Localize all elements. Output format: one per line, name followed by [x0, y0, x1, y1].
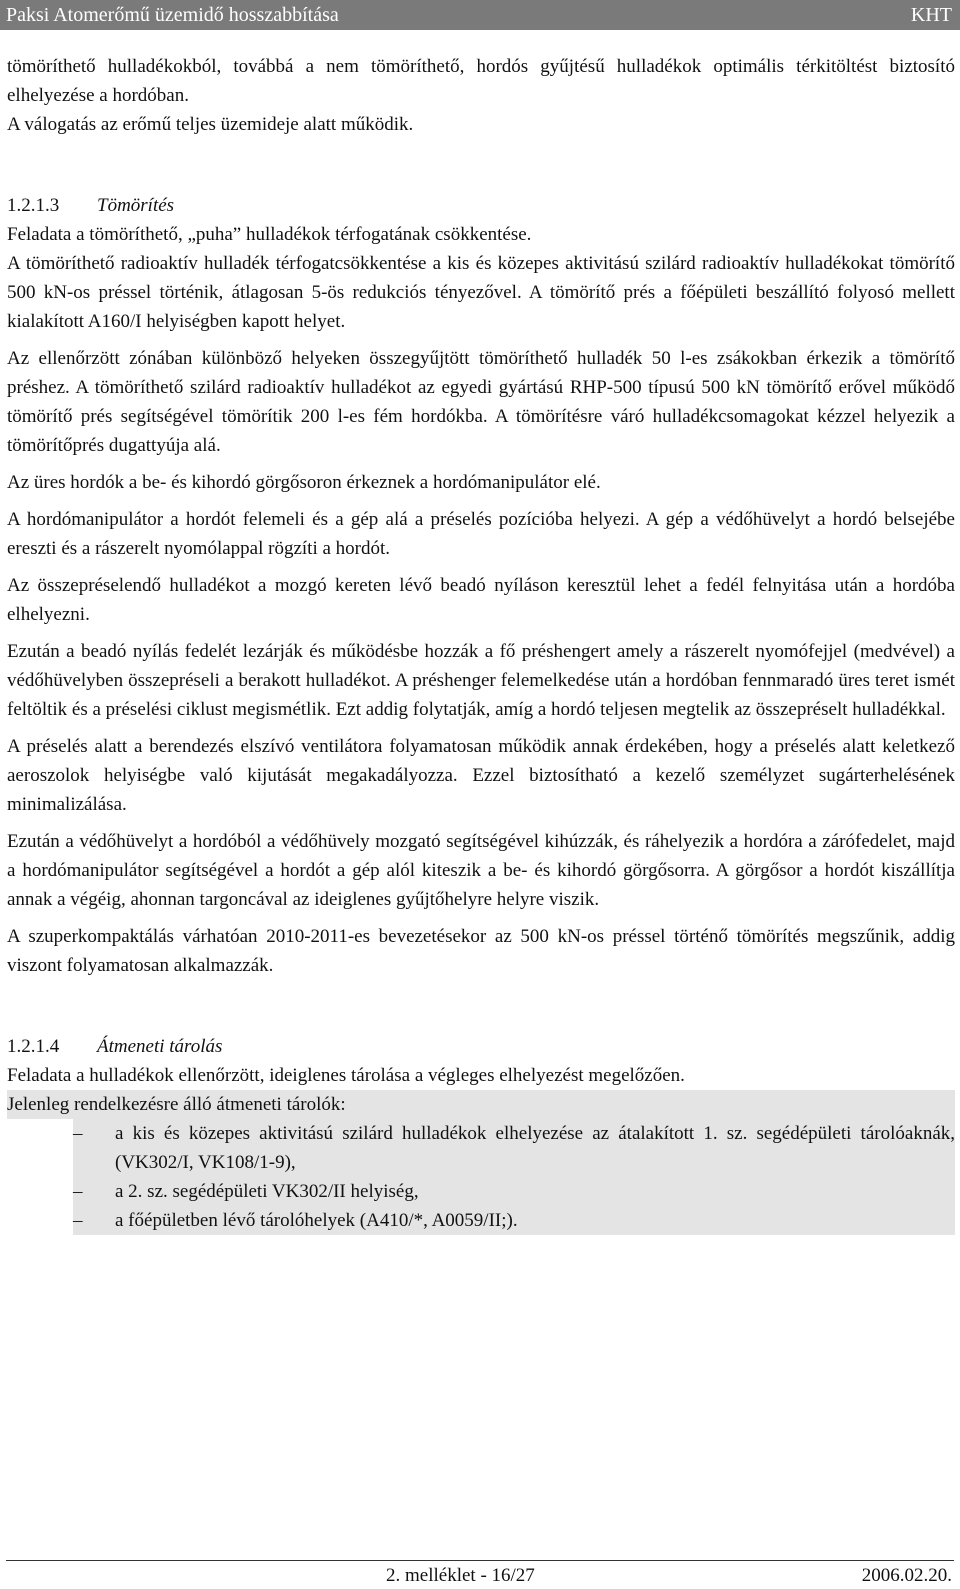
- paragraph: Az ellenőrzött zónában különböző helyeken összegyűjtött tömöríthető hulladék 50 l-es zsákokban érkezik a tömörítő préshez. A tömöríthető szilárd radioaktív hulladékot az egyedi gyártású RHP-500 típusú 500 kN tömörítő erővel működő tömörítő prés segítségével tömörítik 200 l-es fém hordókba. A tömörítésre váró hulladékcsomagokat kézzel helyezik a tömörítőprés dugattyúja alá.: [7, 348, 955, 456]
- paragraph: A tömöríthető radioaktív hulladék térfogatcsökkentése a kis és közepes aktivitású szilárd radioaktív hulladékokat tömörítő 500 kN-os préssel történik, átlagosan 5-ös redukciós tényezővel. A tömörítő prés a főépületi beszállító folyosó mellett kialakított A160/I helyiségben kapott helyet.: [7, 253, 955, 332]
- header-right: KHT: [910, 4, 952, 26]
- storage-list: [7, 1119, 955, 1235]
- section-heading: [7, 191, 955, 220]
- list-item: [73, 1119, 955, 1177]
- paragraph: Jelenleg rendelkezésre álló átmeneti tárolók:: [7, 1090, 955, 1119]
- paragraph: tömöríthető hulladékokból, továbbá a nem tömöríthető, hordós gyűjtésű hulladékok optimális térkitöltést biztosító elhelyezése a hordóban.: [7, 56, 955, 106]
- paragraph: A válogatás az erőmű teljes üzemideje alatt működik.: [7, 114, 414, 135]
- dash-bullet: –: [73, 1123, 83, 1144]
- paragraph: Feladata a hulladékok ellenőrzött, ideiglenes tárolása a végleges elhelyezést megelőzően.: [7, 1065, 685, 1086]
- list-item: [73, 1206, 955, 1235]
- paragraph: A hordómanipulátor a hordót felemeli és a gép alá a préselés pozícióba helyezi. A gép a védőhüvelyt a hordó belsejébe ereszti és a rászerelt nyomólappal rögzíti a hordót.: [7, 509, 955, 559]
- paragraph: A préselés alatt a berendezés elszívó ventilátora folyamatosan működik annak érdekében, hogy a préselés alatt keletkező aeroszolok helyiségbe való kijutását megakadályozza. Ezzel biztosítható a kezelő személyzet sugárterhelésének minimalizálása.: [7, 736, 955, 815]
- list-item-text: a 2. sz. segédépületi VK302/II helyiség,: [115, 1181, 419, 1202]
- page-header: [0, 0, 960, 30]
- paragraph: Feladata a tömöríthető, „puha” hulladékok térfogatának csökkentése.: [7, 224, 532, 245]
- section-heading: [7, 1032, 955, 1061]
- list-item-text: a főépületben lévő tárolóhelyek (A410/*, A0059/II;).: [115, 1210, 518, 1231]
- list-item-text: a kis és közepes aktivitású szilárd hulladékok elhelyezése az átalakított 1. sz. segédépületi tárolóaknák, (VK302/I, VK108/1-9),: [115, 1123, 955, 1173]
- paragraph: A szuperkompaktálás várhatóan 2010-2011-es bevezetésekor az 500 kN-os préssel történő tömörítés megszűnik, addig viszont folyamatosan alkalmazzák.: [7, 926, 955, 976]
- section-number: 1.2.1.4: [7, 1036, 60, 1057]
- footer-date: 2006.02.20.: [861, 1565, 952, 1586]
- section-number: 1.2.1.3: [7, 195, 60, 216]
- document-body: [7, 52, 955, 1235]
- paragraph: Ezután a beadó nyílás fedelét lezárják és működésbe hozzák a fő préshengert amely a rászerelt nyomófejjel (medvével) a védőhüvelyben összepréseli a berakott hulladékot. A préshenger felemelkedése után a hordóban fennmaradó üres teret ismét feltöltik és a préselési ciklust megismétlik. Ezt addig folytatják, amíg a hordó teljesen megtelik az összepréselt hulladékkal.: [7, 641, 955, 720]
- spacer: [7, 139, 955, 191]
- paragraph: Ezután a védőhüvelyt a hordóból a védőhüvely mozgató segítségével kihúzzák, és ráhelyezik a hordóra a zárófedelet, majd a hordómanipulátor segítségével a hordót a gép alól kiteszik a be- és kihordó görgősorra. A görgősor a hordót kiszállítja annak a végéig, ahonnan targoncával az ideiglenes gyűjtőhelyre helyre viszik.: [7, 831, 955, 910]
- list-item: [73, 1177, 955, 1206]
- paragraph: Az üres hordók a be- és kihordó görgősoron érkeznek a hordómanipulátor elé.: [7, 472, 601, 493]
- page-footer: [0, 1562, 960, 1589]
- spacer: [7, 980, 955, 1032]
- dash-bullet: –: [73, 1181, 83, 1202]
- paragraph: Az összepréselendő hulladékot a mozgó kereten lévő beadó nyíláson keresztül lehet a fedél felnyitása után a hordóba elhelyezni.: [7, 575, 955, 625]
- footer-divider: [6, 1560, 954, 1561]
- section-title: Átmeneti tárolás: [97, 1036, 223, 1057]
- header-title: Paksi Atomerőmű üzemidő hosszabbítása: [6, 4, 339, 26]
- dash-bullet: –: [73, 1210, 83, 1231]
- page-number: 2. melléklet - 16/27: [386, 1565, 535, 1586]
- section-title: Tömörítés: [97, 195, 175, 216]
